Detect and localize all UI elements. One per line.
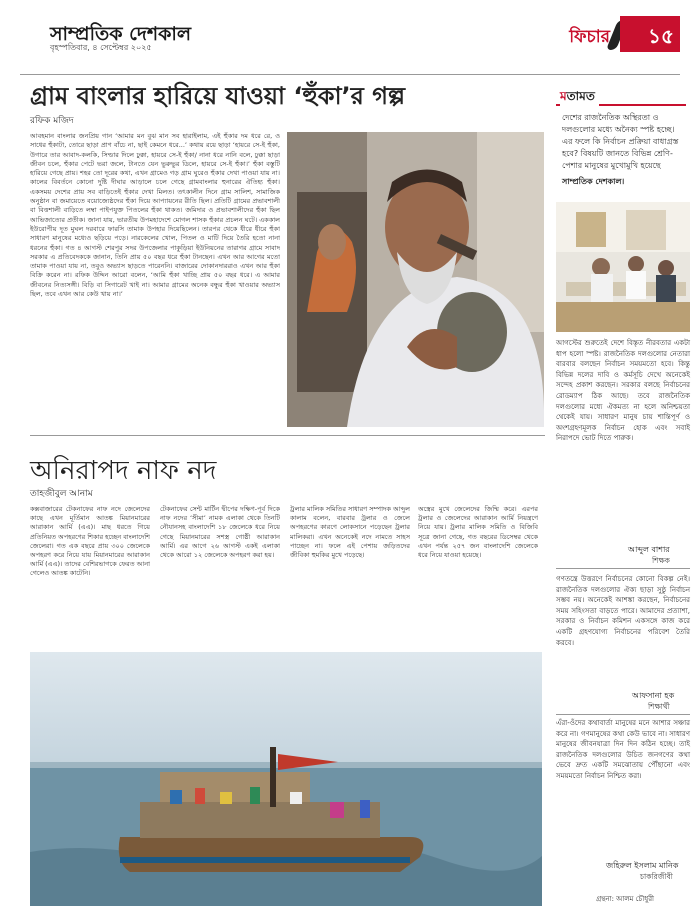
masthead [20, 16, 680, 74]
issue-date: বৃহস্পতিবার, ৪ সেপ্টেম্বর ২০২৫ [50, 43, 152, 52]
article-divider [30, 435, 545, 436]
naf-column-2: টেকনাফের সেন্ট মার্টিন দ্বীপের দক্ষিণ-পূর্ব দিকে নাফ নদের ‘সীমা’ নামক এলাকা থেকে তিনটি নৌযানসহ বাংলাদেশি ১৮ জেলেকে ধরে নিয়ে গেছে মিয়ানমারের সশস্ত্র গোষ্ঠী আরাকান আর্মি। এর আগে ২৬ আগস্ট একই এলাকা থেকে আরো ১২ জেলেকে অপহরণ করা হয়। [160, 505, 280, 560]
naf-article-title: অনিরাপদ নাফ নদ [30, 456, 217, 486]
opinion-author-1: আব্দুল বাশার [628, 545, 670, 554]
opinion-quote-3: এঁরা-ওঁদের কথাবার্তা মানুষের মনে আশার সঞ্চার করে না। গণমানুষের কথা কেউ ভাবে না। সাধারণ মানুষের জীবনযাত্রা দিন দিন কঠিন হচ্ছে। তাই রাজনৈতিক দলগুলোর উচিত জনগণের কথা ভেবে দ্রুত একটি সমঝোতায় পৌঁছানো এবং সময়মতো নির্বাচন নিশ্চিত করা। [556, 719, 690, 780]
opinion-quote-2: গণতন্ত্রে উত্তরণে নির্বাচনের কোনো বিকল্প নেই। রাজনৈতিক দলগুলোর ঐক্য ছাড়া সুষ্ঠু নির্বাচন সম্ভব নয়। অনেকেই আশঙ্কা করছেন, নির্বাচনের সময় সহিংসতা বাড়তে পারে। আমাদের প্রত্যাশা, সরকার ও নির্বাচন কমিশন একসঙ্গে কাজ করে একটি গ্রহণযোগ্য নির্বাচনের পরিবেশ তৈরি করবে। [556, 575, 690, 647]
hukka-article-title: গ্রাম বাংলার হারিয়ে যাওয়া ‘হুঁকা’র গল্প [30, 82, 406, 110]
opinion-role-2: শিক্ষার্থী [648, 702, 670, 711]
header-divider [20, 74, 680, 75]
opinion-label: মতামত [560, 88, 599, 108]
opinion-divider-2 [556, 714, 690, 715]
meeting-photo [556, 202, 690, 332]
opinion-author-2: আফসানা হক [632, 691, 675, 700]
naf-byline: তাহজীবুল আনাম [30, 489, 93, 499]
naf-column-1: কক্সবাজারের টেকনাফের নাফ নদে জেলেদের কাছে এখন মূর্তিমান আতঙ্ক মিয়ানমারের আরাকান আর্মি (এএ)। মাছ ধরতে গিয়ে প্রতিনিয়ত অপহরণের শিকার হচ্ছেন বাংলাদেশি জেলেরা। গত এক বছরে প্রায় ৩০০ জেলেকে অপহরণ করে নিয়ে যায় মিয়ানমারের আরাকান আর্মি (এএ)। তাদের বেশিরভাগকে ফেরত আনা গেলেও আতঙ্ক কাটেনি। [30, 505, 150, 578]
opinion-credit: গ্রন্থনা: আলম চৌধুরী [596, 895, 655, 903]
naf-column-4: অস্ত্রের মুখে জেলেদের জিম্মি করে। এরপর ট্রলার ও জেলেদের আরাকান আর্মি নিয়ন্ত্রণে নিয়ে যায়। ট্রলার মালিক সমিতি ও বিজিবি সূত্রে জানা গেছে, গত বছরের ডিসেম্বর থেকে এখন পর্যন্ত ২৫৭ জন বাংলাদেশি জেলেকে ধরে নিয়ে যাওয়া হয়েছে। [418, 505, 538, 560]
opinion-role-3: চাকরিজীবী [640, 872, 673, 881]
opinion-author-3: জহিরুল ইসলাম মানিক [606, 861, 679, 870]
hukka-byline: রফিক মজিদ [30, 116, 74, 126]
page-number: ১৫ [620, 16, 680, 52]
hukka-smoker-photo [287, 132, 544, 427]
opinion-intro: দেশের রাজনৈতিক অস্থিরতা ও দলগুলোর মধ্যে অনৈক্য স্পষ্ট হচ্ছে। এর ফলে কি নির্বাচন প্রক্রিয়া বাধাগ্রস্ত হবে? বিষয়টি জানতে বিভিন্ন শ্রেণি-পেশার মানুষের মুখোমুখি হয়েছে [562, 113, 679, 170]
section-tag: ফিচার [569, 27, 610, 47]
opinion-divider-1 [556, 568, 690, 569]
opinion-quote-1: আগস্টের শুরুতেই দেশে বিস্তৃত নীরবতার একটা ধাপ হলো স্পষ্ট। রাজনৈতিক দলগুলোর নেতারা বারবার বলছেন নির্বাচন সময়মতো হবে। কিন্তু বিভিন্ন দলের দাবি ও কর্মসূচি দেখে অনেকেই সন্দেহ প্রকাশ করছেন। সরকার বলছে নির্বাচনের রোডম্যাপ ঠিক আছে। তবে রাজনৈতিক দলগুলোর মধ্যে ঐকমত্য না হলে অনিশ্চয়তা থেকেই যায়। সাধারণ মানুষ চায় শান্তিপূর্ণ ও অংশগ্রহণমূলক নির্বাচন হোক এবং সবাই নিরাপদে ভোট দিতে পারুক। [556, 339, 690, 443]
hukka-article-body: আবহমান বাংলার জনপ্রিয় গান ‘আমার মন বুঝ মান সব হারাইলাম, এই হুঁকার দম ধরে রে, ও সাধের হুঁকাটা, তোরে ছাড়া প্রাণ বাঁচে না, ছাই কেমনে ধরে...’ কথায় রয়ে ছাড়া ‘হায়রে সে-ই হুঁকা, উগারে তার আবাদ-কলকি, সিল্ডার দিলে ঢুক্কা, হায়রে সে-ই হুঁকা/ নানা ধরে নানি বলে, ঢুক্কা ছাড়া জীবন চলে, হুঁকার পেটে ভরা জলে, টানতে যেন ভুরুভুর ডিলে, হায়রে সে-ই হুঁকা।’ হুঁকা বস্তুটি হারিয়ে গেছে প্রায়। শহর তো দূরের কথা, এখন গ্রামেও গড় গ্রাম ঘুরেও হুঁকার দেখা পাওয়া যায় না। কালের বিবর্তনে কোনো দুষ্টি দীঘার আড়ালে চলে গেছে গ্রামবাংলার হুনারের ঐতিহ্য হুঁকা। একসময় দেশের প্রায় সব বাড়িতেই হুঁকার দেখা মিলত। তৎকালীন দিনে গ্রাম সালিশ, সামাজিক অনুষ্ঠান বা জমায়েতে বয়োজ্যেষ্ঠদের হুঁকা দিয়ে আপ্যায়নের রীতি ছিল। প্রতিটি গ্রামের প্রভাবশালী বা বিত্তশালী বাড়িতে লম্বা পাইপযুক্ত পিতলের হুঁকা থাকত। জমিদার ও প্রভাবশালীদের হুঁকা ছিল আভিজাত্যের প্রতীক। জানা যায়, ভারতীয় উপমহাদেশে মোগল শাসক হুঁকার প্রচলন ঘটে। এককাল ইউরোপীয় দূত মুঘল দরবারে ফারসি তামাক উপহার দিয়েছিলেন। তারপর থেকে ধীরে ধীরে হুঁকা সাধারণ মানুষের মধ্যেও ছড়িয়ে পড়ে। নারকেলের খোল, পিতল ও মাটি দিয়ে তৈরি হতো নানা ধরনের হুঁকা। গত ৪ আগস্ট শেরপুর সদর উপজেলার পাকুড়িয়া ইউনিয়নের তারাগর গ্রামে সাবাদ সরকার এ প্রতিবেদককে জানান, তিনি প্রায় ৫০ বছর ধরে হুঁকা টানছেন। এখন আর আগের মতো তামাক পাওয়া যায় না, তবুও অভ্যাস ছাড়তে পারেননি। বাজারের দোকানদাররাও এখন আর হুঁকা বিক্রি করেন না। রফিক উদ্দিন আরো বলেন, ‘আমি হুঁকা খাচ্ছি প্রায় ৫০ বছর ধরে। এ আমার জীবনের নিত্যসঙ্গী। বিড়ি বা সিগারেট খাই না। আমার গ্রামের অনেক বন্ধুর হুঁকা খাওয়ার অভ্যাস ছিল, তবে এখন আর কেউ খায় না।’ [30, 132, 280, 299]
opinion-source: সাম্প্রতিক দেশকাল। [562, 177, 625, 186]
fishing-boat-photo [30, 652, 542, 906]
paper-name: সাম্প্রতিক দেশকাল [50, 23, 192, 45]
opinion-role-1: শিক্ষক [652, 556, 670, 565]
naf-column-3: ট্রলার মালিক সমিতির সাধারণ সম্পাদক আব্দুল কালাম বলেন, বারবার ট্রলার ও জেলে অপহরণের কারণে লোকসানে পড়েছেন ট্রলার মালিকরা। এখন অনেকেই নদে নামতে সাহস পাচ্ছেন না। ফলে এই পেশায় জড়িতদের জীবিকা হুমকির মুখে পড়েছে। [290, 505, 410, 560]
